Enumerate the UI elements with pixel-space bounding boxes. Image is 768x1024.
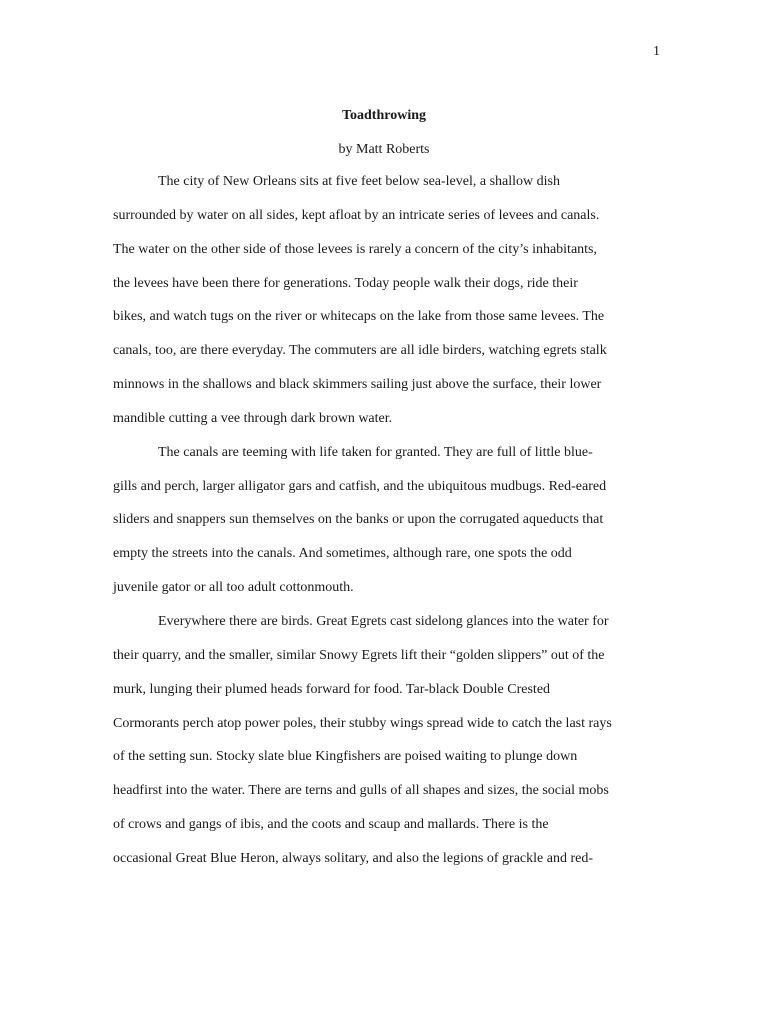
body-text-line: their quarry, and the smaller, similar Snowy Egrets lift their “golden slippers” out of the: [113, 647, 605, 663]
body-text-line: sliders and snappers sun themselves on the banks or upon the corrugated aqueducts that: [113, 512, 604, 528]
page-number: 1: [653, 44, 660, 59]
body-text-line: headfirst into the water. There are terns and gulls of all shapes and sizes, the social mobs: [113, 783, 609, 799]
document-byline: by Matt Roberts: [338, 142, 430, 157]
body-text-line: Everywhere there are birds. Great Egrets cast sidelong glances into the water for: [158, 613, 609, 629]
body-text-line: canals, too, are there everyday. The commuters are all idle birders, watching egrets stalk: [113, 343, 607, 359]
body-text-line: empty the streets into the canals. And sometimes, although rare, one spots the odd: [113, 546, 572, 562]
body-text-line: The canals are teeming with life taken for granted. They are full of little blue-: [158, 444, 593, 460]
body-text-line: the levees have been there for generations. Today people walk their dogs, ride their: [113, 275, 578, 291]
body-text-line: minnows in the shallows and black skimmers sailing just above the surface, their lower: [113, 377, 602, 393]
body-text-line: Cormorants perch atop power poles, their stubby wings spread wide to catch the last rays: [113, 715, 612, 731]
body-text-line: murk, lunging their plumed heads forward for food. Tar-black Double Crested: [113, 681, 551, 697]
body-text-line: surrounded by water on all sides, kept afloat by an intricate series of levees and canals.: [113, 207, 600, 223]
body-text-line: The water on the other side of those levees is rarely a concern of the city’s inhabitants,: [113, 241, 597, 257]
body-text-line: juvenile gator or all too adult cottonmouth.: [113, 580, 354, 596]
body-text-line: of the setting sun. Stocky slate blue Kingfishers are poised waiting to plunge down: [113, 749, 578, 765]
document-title: Toadthrowing: [341, 108, 427, 123]
body-text-line: of crows and gangs of ibis, and the coots and scaup and mallards. There is the: [113, 817, 549, 833]
document-body: [113, 172, 673, 883]
body-text-line: mandible cutting a vee through dark brown water.: [113, 410, 393, 426]
body-text-line: bikes, and watch tugs on the river or whitecaps on the lake from those same levees. The: [113, 309, 605, 325]
body-text-line: The city of New Orleans sits at five feet below sea-level, a shallow dish: [158, 174, 560, 189]
body-text-line: gills and perch, larger alligator gars and catfish, and the ubiquitous mudbugs. Red-eared: [113, 478, 607, 494]
body-text-line: occasional Great Blue Heron, always solitary, and also the legions of grackle and red-: [113, 850, 593, 866]
